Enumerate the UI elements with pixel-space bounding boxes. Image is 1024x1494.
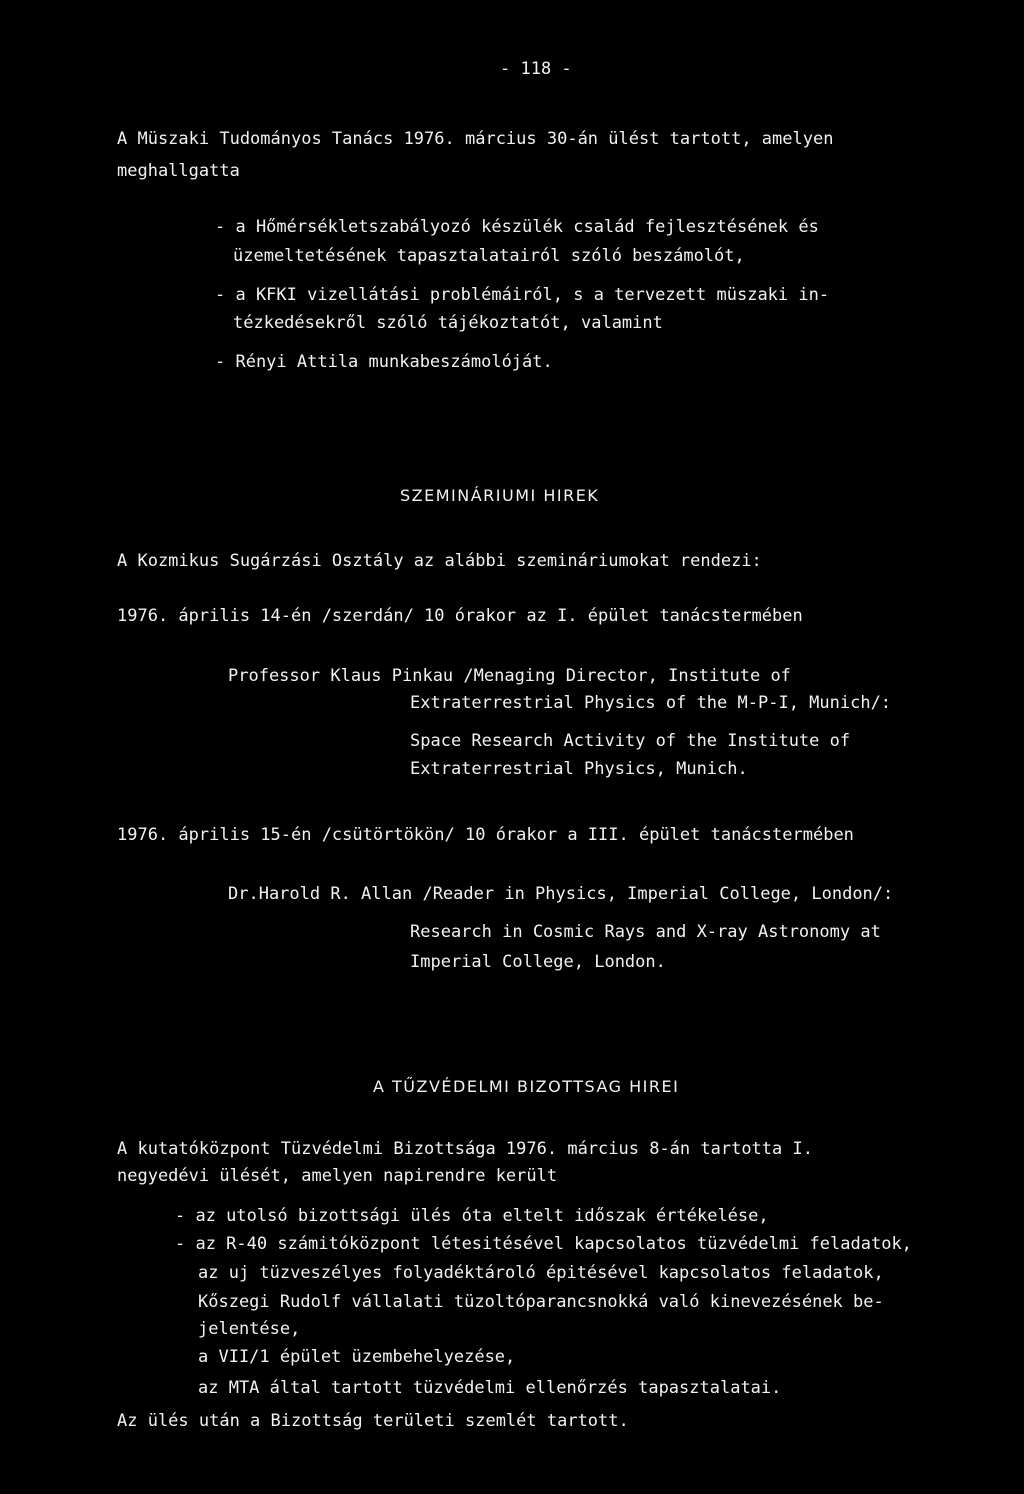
seminar1-date: 1976. április 14-én /szerdán/ 10 órakor az I. épület tanácstermében (117, 606, 803, 626)
seminar2-title-line2: Imperial College, London. (410, 952, 666, 972)
seminar1-title-line1: Space Research Activity of the Institute of (410, 731, 851, 751)
seminar-intro: A Kozmikus Sugárzási Osztály az alábbi szemináriumokat rendezi: (117, 551, 762, 571)
fire-item5: a VII/1 épület üzembehelyezése, (198, 1347, 516, 1367)
council-item3: - Rényi Attila munkabeszámolóját. (215, 352, 553, 372)
seminar2-speaker: Dr.Harold R. Allan /Reader in Physics, Imperial College, London/: (228, 884, 894, 904)
fire-item6: az MTA által tartott tüzvédelmi ellenőrzés tapasztalatai. (198, 1378, 782, 1398)
council-item1-line1: - a Hőmérsékletszabályozó készülék család fejlesztésének és (215, 217, 819, 237)
council-intro-line1: A Müszaki Tudományos Tanács 1976. március 30-án ülést tartott, amelyen (117, 129, 834, 149)
seminar-heading: SZEMINÁRIUMI HIREK (400, 486, 600, 505)
fire-heading: A TŰZVÉDELMI BIZOTTSAG HIREI (373, 1077, 680, 1096)
council-intro-line2: meghallgatta (117, 161, 240, 181)
seminar1-speaker-line2: Extraterrestrial Physics of the M-P-I, Munich/: (410, 693, 892, 713)
seminar1-title-line2: Extraterrestrial Physics, Munich. (410, 759, 748, 779)
council-item2-line2: tézkedésekről szóló tájékoztatót, valamint (233, 313, 663, 333)
seminar2-date: 1976. április 15-én /csütörtökön/ 10 órakor a III. épület tanácstermében (117, 825, 854, 845)
seminar1-speaker-line1: Professor Klaus Pinkau /Menaging Director, Institute of (228, 666, 791, 686)
fire-closing: Az ülés után a Bizottság területi szemlét tartott. (117, 1411, 629, 1431)
page-number: - 118 - (500, 59, 572, 79)
fire-item4-line1: Kőszegi Rudolf vállalati tüzoltóparancsnokká való kinevezésének be- (198, 1292, 884, 1312)
fire-item2: - az R-40 számitóközpont létesitésével kapcsolatos tüzvédelmi feladatok, (175, 1234, 912, 1254)
fire-intro-line1: A kutatóközpont Tüzvédelmi Bizottsága 1976. március 8-án tartotta I. (117, 1139, 813, 1159)
fire-item3: az uj tüzveszélyes folyadéktároló épitésével kapcsolatos feladatok, (198, 1263, 884, 1283)
council-item2-line1: - a KFKI vizellátási problémáiról, s a tervezett müszaki in- (215, 285, 830, 305)
fire-item1: - az utolsó bizottsági ülés óta eltelt időszak értékelése, (175, 1206, 769, 1226)
fire-item4-line2: jelentése, (198, 1319, 301, 1339)
seminar2-title-line1: Research in Cosmic Rays and X-ray Astronomy at (410, 922, 881, 942)
fire-intro-line2: negyedévi ülését, amelyen napirendre került (117, 1166, 558, 1186)
council-item1-line2: üzemeltetésének tapasztalatairól szóló beszámolót, (233, 246, 745, 266)
